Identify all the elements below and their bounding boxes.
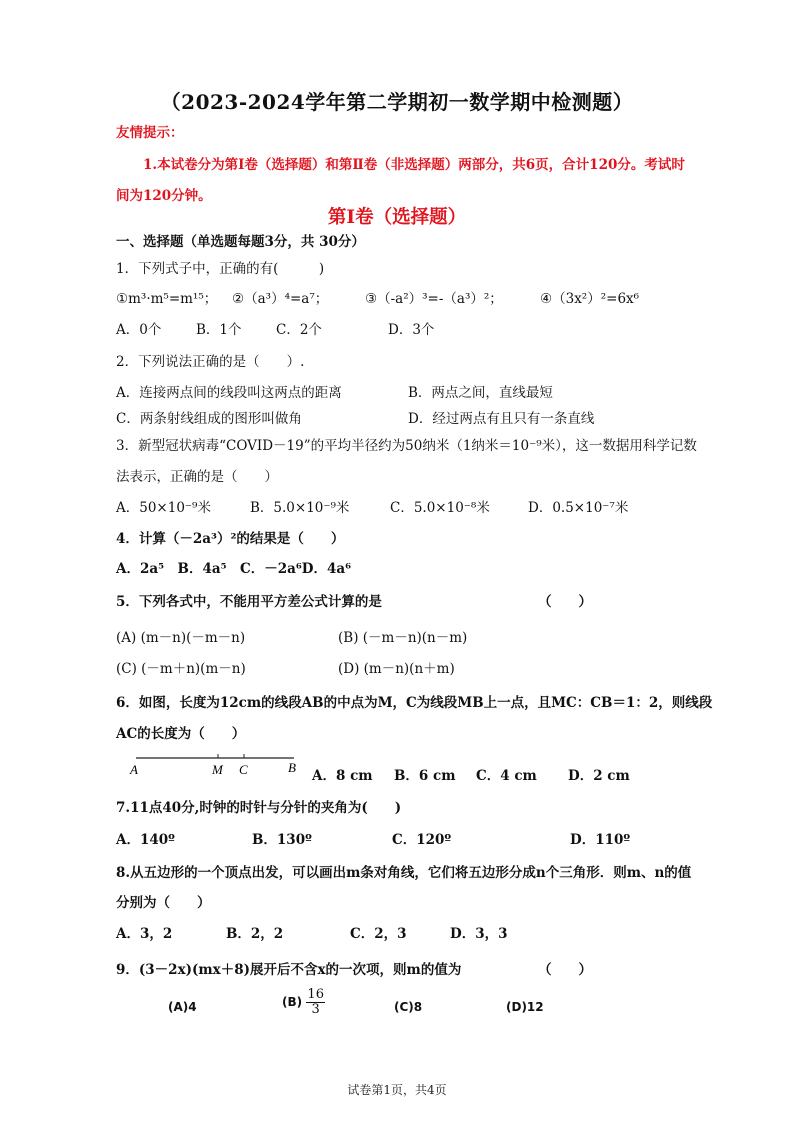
q2-option-d: D．经过两点有且只有一条直线: [408, 411, 595, 427]
q8-option-c: C．2，3: [350, 926, 407, 942]
q1-option-a: A．0个: [116, 322, 162, 338]
q7-option-b: B．130º: [252, 832, 312, 848]
q8-option-d: D．3，3: [450, 926, 508, 942]
page-footer: 试卷第1页，共4页: [347, 1083, 447, 1097]
fraction-denominator: 3: [311, 1002, 320, 1017]
q6-option-c: C．4 cm: [476, 768, 537, 784]
q7-option-a: A．140º: [116, 832, 175, 848]
q5-option-c: (C) (－m＋n)(m－n): [116, 661, 246, 677]
q9-option-a: (A)4: [168, 1000, 197, 1014]
q5-option-a: (A) (m－n)(－m－n): [116, 630, 246, 646]
q1-option-d: D．3个: [388, 322, 435, 338]
q1-option-c: C．2个: [276, 322, 322, 338]
q3-option-d: D．0.5×10⁻⁷米: [528, 500, 629, 516]
label-c: C: [239, 762, 248, 777]
q2-option-b: B．两点之间，直线最短: [408, 385, 553, 401]
q9-option-b: [282, 988, 325, 1017]
q5-answer-paren: （ ）: [538, 594, 592, 610]
q3-stem-line-1: 3．新型冠状病毒“COVID－19”的平均半径约为50纳米（1纳米＝10⁻⁹米），这一数据用科学记数: [116, 438, 697, 454]
q8-option-b: B．2，2: [226, 926, 284, 942]
q4-options: A．2a⁵ B．4a⁵ C．－2a⁶D．4a⁶: [116, 561, 352, 577]
fraction-numerator: 16: [307, 987, 324, 1002]
q5-option-b: (B) (－m－n)(n－m): [338, 630, 468, 646]
q3-option-b: B．5.0×10⁻⁹米: [250, 500, 350, 516]
q6-option-d: D．2 cm: [568, 768, 630, 784]
q3-stem-line-2: 法表示，正确的是（ ）: [116, 469, 278, 485]
q9-option-c: (C)8: [394, 1000, 423, 1014]
tips-line-2: 间为120分钟。: [116, 188, 212, 204]
q2-stem: 2．下列说法正确的是（ ）.: [116, 354, 305, 370]
q8-stem-line-1: 8.从五边形的一个顶点出发，可以画出m条对角线，它们将五边形分成n个三角形．则m、n的值: [116, 865, 692, 881]
q1-option-b: B．1个: [196, 322, 242, 338]
q6-stem-line-2: AC的长度为（ ）: [116, 726, 246, 742]
q9-option-b-fraction: [306, 988, 325, 1017]
label-m: M: [212, 762, 223, 777]
q7-option-c: C．120º: [392, 832, 452, 848]
q8-option-a: A．3，2: [116, 926, 173, 942]
q2-option-a: A．连接两点间的线段叫这两点的距离: [116, 385, 342, 401]
q2-option-c: C．两条射线组成的图形叫做角: [116, 411, 302, 427]
q1-item-1: ①m³·m⁵=m¹⁵；: [116, 291, 218, 307]
q1-stem: 1．下列式子中，正确的有( ): [116, 261, 325, 277]
q9-stem: 9．(3－2x)(mx＋8)展开后不含x的一次项，则m的值为: [116, 962, 462, 978]
q7-stem: 7.11点40分,时钟的时针与分针的夹角为( ): [116, 800, 402, 816]
part-heading: 一、选择题（单选题每题3分，共 30分）: [116, 234, 365, 250]
q3-option-a: A．50×10⁻⁹米: [116, 500, 211, 516]
q3-option-c: C．5.0×10⁻⁸米: [390, 500, 490, 516]
q6-option-a: A．8 cm: [312, 768, 373, 784]
tips-label: 友情提示：: [116, 125, 184, 141]
q1-item-2: ②（a³）⁴=a⁷；: [232, 291, 329, 307]
q5-stem: 5．下列各式中，不能用平方差公式计算的是: [116, 594, 382, 610]
q6-segment-figure: [128, 750, 304, 780]
label-b: B: [288, 760, 296, 775]
q4-stem: 4．计算（－2a³）²的结果是（ ）: [116, 531, 345, 547]
q1-item-4: ④（3x²）²=6x⁶: [540, 291, 640, 307]
q7-option-d: D．110º: [570, 832, 631, 848]
exam-title: （2023-2024学年第二学期初一数学期中检测题）: [160, 90, 634, 114]
q1-item-3: ③（-a²）³=-（a³）²；: [365, 291, 503, 307]
q6-option-b: B．6 cm: [394, 768, 456, 784]
q9-option-b-prefix: (B): [282, 995, 303, 1009]
q5-option-d: (D) (m－n)(n＋m): [338, 661, 455, 677]
section-title: 第Ⅰ卷（选择题）: [327, 207, 467, 228]
tips-line-1: 1.本试卷分为第Ⅰ卷（选择题）和第Ⅱ卷（非选择题）两部分，共6页，合计120分。考试时: [143, 157, 685, 173]
q9-option-d: (D)12: [506, 1000, 544, 1014]
label-a: A: [130, 762, 138, 777]
q9-answer-paren: （ ）: [538, 962, 592, 978]
q6-stem-line-1: 6．如图，长度为12cm的线段AB的中点为M，C为线段MB上一点，且MC：CB＝1：2，则线段: [116, 695, 713, 711]
q8-stem-line-2: 分别为（ ）: [116, 895, 211, 911]
